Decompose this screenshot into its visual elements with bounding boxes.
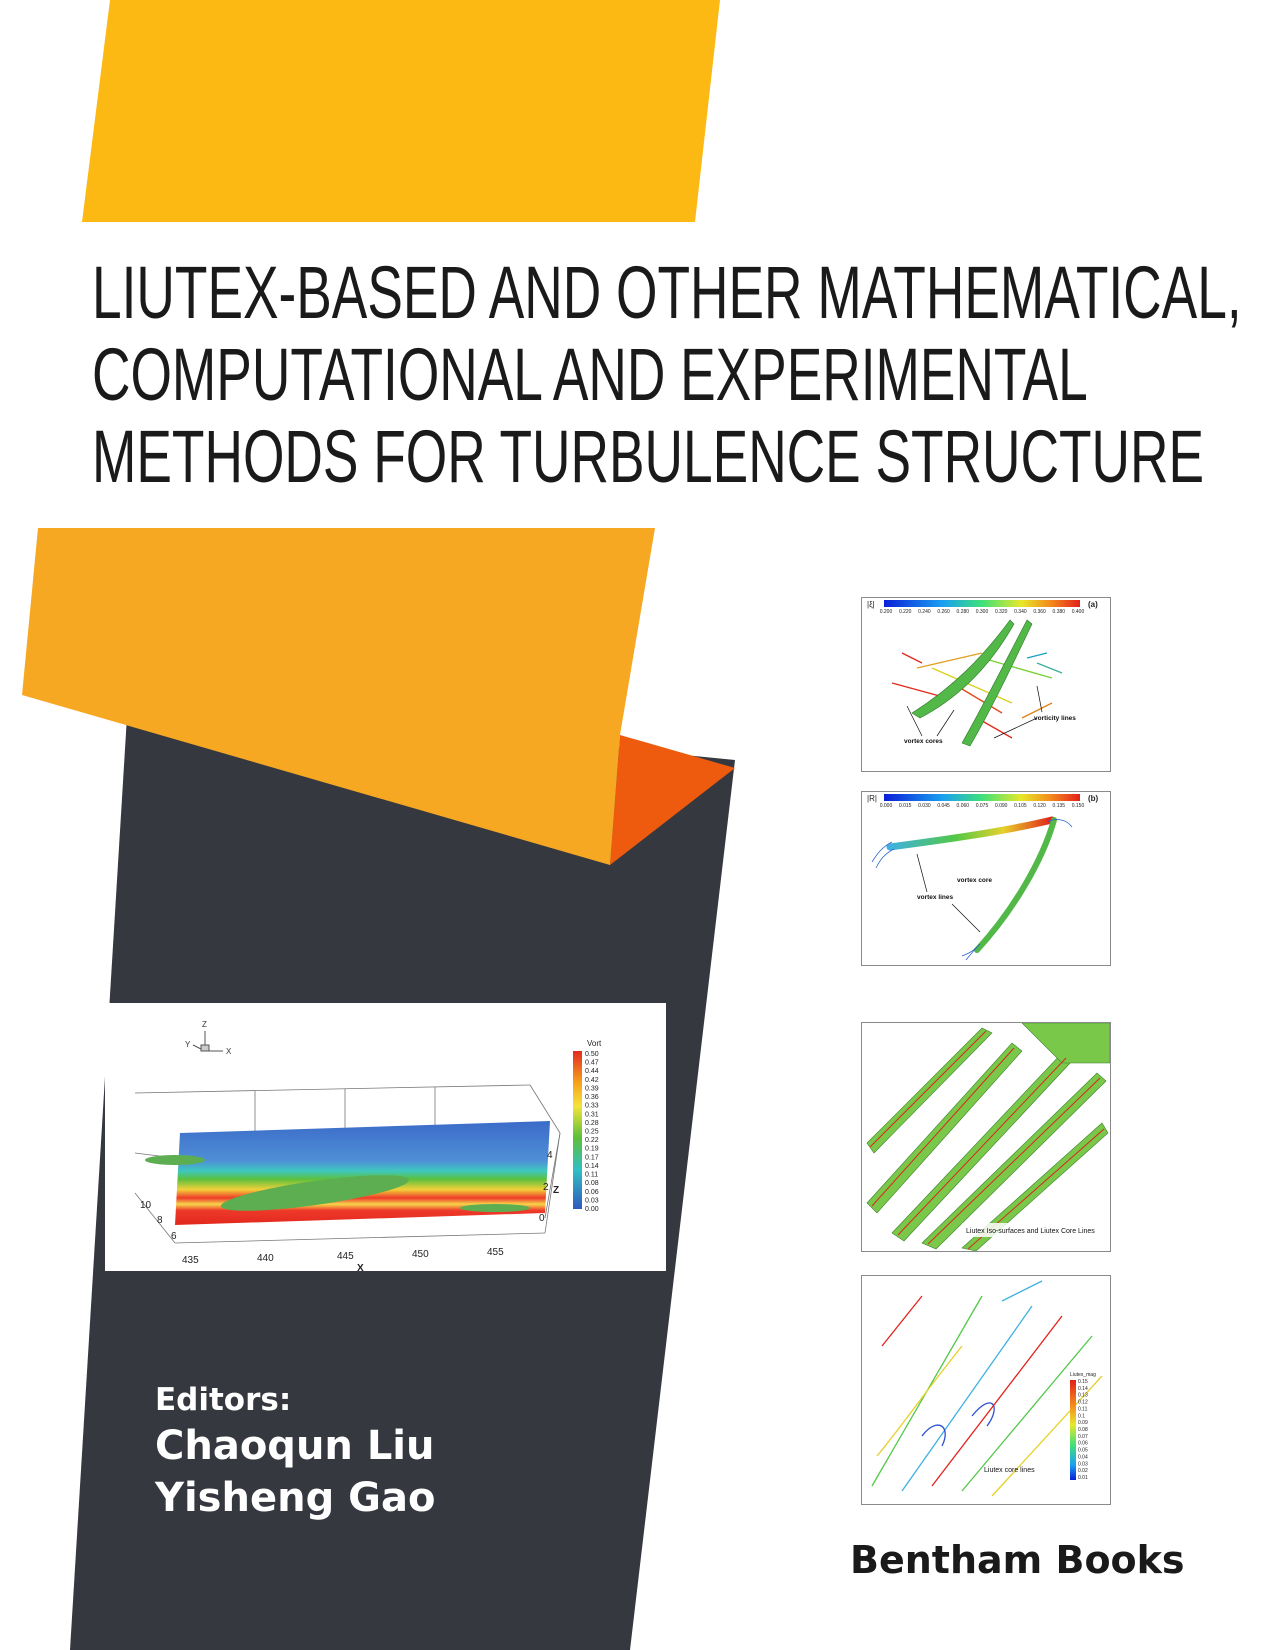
legend-tick-label: 0.360 <box>1033 609 1046 615</box>
legend-tick-label: 0.1 <box>1078 1413 1085 1420</box>
y-tick: 6 <box>171 1231 177 1242</box>
fig-b-var-label: |R| <box>867 794 877 803</box>
legend-tick-label: 0.400 <box>1071 609 1085 615</box>
legend-tick-label: 0.075 <box>975 803 989 809</box>
legend-tick-label: 0.090 <box>994 803 1008 809</box>
figure-c <box>861 1022 1111 1252</box>
fig-d-legend-bar <box>1070 1380 1076 1480</box>
legend-tick-label: 0.045 <box>937 803 950 809</box>
editor-name: Chaoqun Liu <box>155 1423 435 1469</box>
fig-a-scale-labels <box>880 609 1085 615</box>
legend-tick-label: 0.17 <box>585 1154 599 1162</box>
vortex-iso-surface-left <box>145 1155 205 1165</box>
legend-tick-label: 0.08 <box>585 1180 599 1188</box>
fig-d-legend-title: Liutex_mag <box>1070 1372 1096 1378</box>
figure-b <box>861 791 1111 966</box>
fig-a-panel-label: (a) <box>1088 600 1098 609</box>
vort-legend-bar <box>573 1051 582 1209</box>
publisher-name: Bentham Books <box>850 1538 1185 1582</box>
axis-triad-icon <box>193 1031 223 1051</box>
legend-tick-label: 0.120 <box>1033 803 1046 809</box>
title-line-3: METHODS FOR TURBULENCE STRUCTURE <box>92 415 1205 498</box>
legend-tick-label: 0.22 <box>585 1137 599 1145</box>
z-tick: 2 <box>543 1182 549 1193</box>
legend-tick-label: 0.01 <box>1078 1475 1088 1481</box>
x-tick: 450 <box>412 1249 429 1260</box>
legend-tick-label: 0.340 <box>1014 609 1027 615</box>
legend-tick-label: 0.14 <box>1078 1385 1088 1392</box>
legend-tick-label: 0.06 <box>1078 1440 1088 1447</box>
title-line-1: LIUTEX-BASED AND OTHER MATHEMATICAL, <box>92 251 1242 334</box>
fig-a-var-label: |ξ| <box>867 600 875 609</box>
legend-tick-label: 0.44 <box>585 1068 599 1076</box>
legend-tick-label: 0.11 <box>585 1171 599 1179</box>
x-tick: 435 <box>182 1255 199 1266</box>
legend-tick-label: 0.380 <box>1052 609 1066 615</box>
legend-tick-label: 0.33 <box>585 1102 599 1110</box>
legend-tick-label: 0.50 <box>585 1051 599 1058</box>
legend-tick-label: 0.06 <box>585 1188 599 1196</box>
axis-label-z: Z <box>202 1020 207 1029</box>
legend-tick-label: 0.13 <box>1078 1392 1088 1399</box>
legend-tick-label: 0.09 <box>1078 1420 1088 1427</box>
book-title <box>92 251 1242 498</box>
legend-tick-label: 0.03 <box>1078 1461 1088 1468</box>
legend-tick-label: 0.07 <box>1078 1433 1088 1440</box>
x-tick: 440 <box>257 1253 274 1264</box>
fig-d-legend-labels <box>1078 1379 1088 1481</box>
x-tick: 455 <box>487 1247 504 1258</box>
x-tick: 445 <box>337 1251 354 1262</box>
z-axis-label: Z <box>553 1185 560 1196</box>
fig-b-scale-labels <box>880 803 1085 809</box>
legend-tick-label: 0.000 <box>879 803 893 809</box>
fig-b-label-lines: vortex lines <box>917 894 954 901</box>
title-line-2: COMPUTATIONAL AND EXPERIMENTAL <box>92 333 1088 416</box>
fig-b-pointer-arrows <box>917 854 980 932</box>
editor-name: Yisheng Gao <box>155 1475 436 1521</box>
legend-tick-label: 0.31 <box>585 1111 599 1119</box>
axis-label-y: Y <box>185 1040 191 1049</box>
legend-tick-label: 0.47 <box>585 1059 599 1067</box>
y-tick: 10 <box>140 1200 152 1211</box>
z-tick: 0 <box>539 1213 545 1224</box>
fig-a-label-lines: vorticity lines <box>1034 715 1076 722</box>
legend-tick-label: 0.02 <box>1078 1468 1088 1475</box>
legend-tick-label: 0.25 <box>585 1128 599 1136</box>
vortex-core-shape <box>912 620 1014 718</box>
fig-c-caption: Liutex Iso-surfaces and Liutex Core Lines <box>966 1228 1095 1235</box>
legend-tick-label: 0.060 <box>956 803 970 809</box>
legend-tick-label: 0.39 <box>585 1085 599 1093</box>
z-tick: 4 <box>547 1150 553 1161</box>
legend-tick-label: 0.28 <box>585 1119 599 1127</box>
legend-tick-label: 0.15 <box>1078 1379 1088 1385</box>
legend-tick-label: 0.04 <box>1078 1454 1088 1461</box>
legend-tick-label: 0.08 <box>1078 1427 1088 1433</box>
vort-legend-title: Vort <box>587 1039 602 1048</box>
vort-legend-labels <box>585 1051 599 1213</box>
fig-a-label-cores: vortex cores <box>904 738 943 745</box>
legend-tick-label: 0.105 <box>1014 803 1027 809</box>
editors-label: Editors: <box>155 1382 292 1418</box>
legend-tick-label: 0.00 <box>585 1206 599 1213</box>
legend-tick-label: 0.200 <box>879 609 893 615</box>
legend-tick-label: 0.42 <box>585 1076 599 1084</box>
figure-d <box>861 1275 1111 1505</box>
fig-a-colorbar <box>884 600 1080 607</box>
legend-tick-label: 0.11 <box>1078 1406 1088 1413</box>
legend-tick-label: 0.150 <box>1071 803 1085 809</box>
legend-tick-label: 0.19 <box>585 1145 599 1153</box>
y-tick: 8 <box>157 1215 163 1226</box>
legend-tick-label: 0.320 <box>994 609 1008 615</box>
legend-tick-label: 0.015 <box>898 803 912 809</box>
axis-label-x: X <box>226 1047 232 1056</box>
legend-tick-label: 0.030 <box>918 803 931 809</box>
fig-b-label-core: vortex core <box>957 877 993 884</box>
legend-tick-label: 0.300 <box>975 609 989 615</box>
legend-tick-label: 0.36 <box>585 1094 599 1102</box>
legend-tick-label: 0.260 <box>937 609 950 615</box>
liutex-core-lines <box>872 1281 1102 1496</box>
x-axis-label: X <box>357 1263 364 1271</box>
vortex-core-tube <box>890 820 1052 847</box>
fig-b-colorbar <box>884 794 1080 801</box>
legend-tick-label: 0.12 <box>1078 1399 1088 1406</box>
legend-tick-label: 0.14 <box>585 1162 599 1170</box>
legend-tick-label: 0.220 <box>898 609 912 615</box>
fig-b-panel-label: (b) <box>1088 794 1099 803</box>
vortex-lines <box>872 820 1072 960</box>
vortex-iso-surface-right <box>460 1204 530 1212</box>
legend-tick-label: 0.135 <box>1052 803 1066 809</box>
liutex-iso-surfaces <box>867 1023 1110 1251</box>
main-vorticity-figure <box>105 1003 666 1271</box>
legend-tick-label: 0.03 <box>585 1197 599 1205</box>
fig-d-caption: Liutex core lines <box>984 1467 1035 1474</box>
legend-tick-label: 0.280 <box>956 609 970 615</box>
editors-block <box>155 1380 435 1524</box>
vortex-core-tube <box>977 820 1054 950</box>
legend-tick-label: 0.05 <box>1078 1447 1088 1454</box>
figure-a <box>861 597 1111 772</box>
legend-tick-label: 0.240 <box>918 609 931 615</box>
top-yellow-band <box>82 0 720 222</box>
